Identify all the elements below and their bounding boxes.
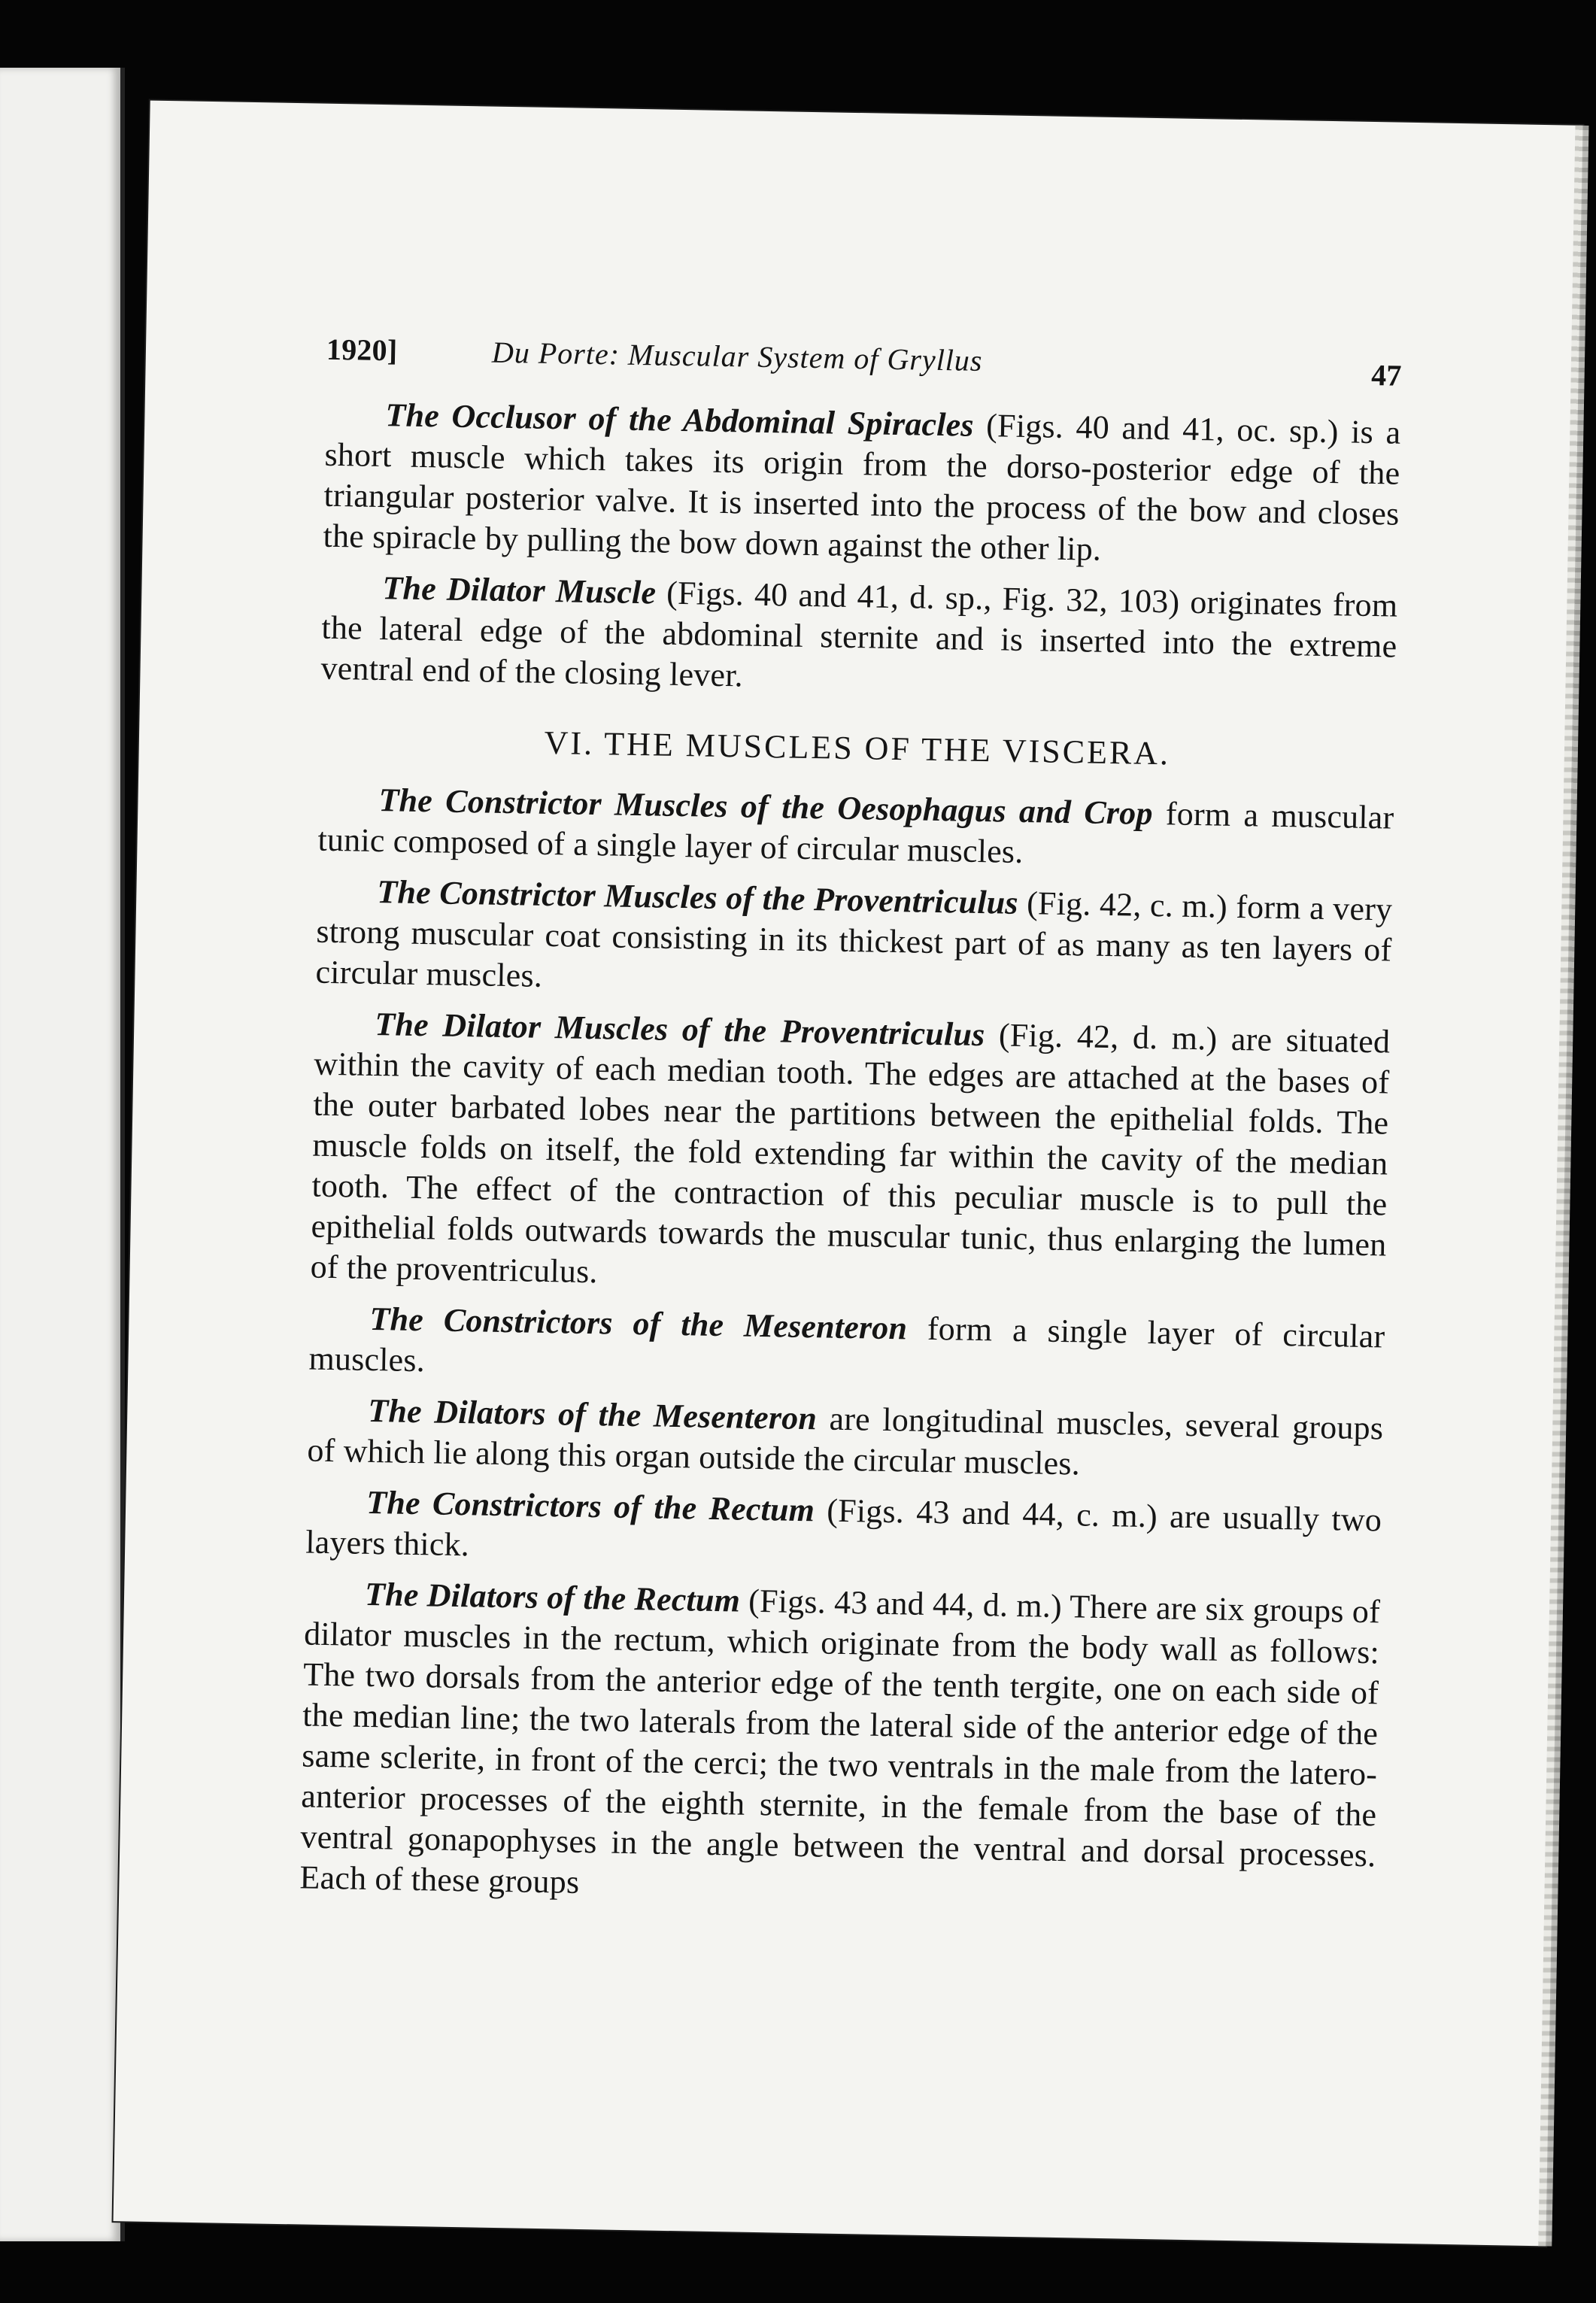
paragraph-lead: The Dilators of the Rectum — [364, 1575, 741, 1619]
paragraph-proventriculus-constrictor — [315, 871, 1393, 1012]
paragraph-body: (Fig. 42, c. m.) form a very strong muscular coat consisting in its thickest part of as many as ten layers of circular muscles. — [315, 884, 1393, 994]
paragraph-dilator — [320, 567, 1398, 708]
book-page — [114, 101, 1583, 2247]
paragraph-mesenteron-constrictor — [308, 1298, 1385, 1398]
paragraph-lead: The Constrictor Muscles of the Proventriculus — [377, 873, 1019, 921]
paragraph-lead: The Dilator Muscles of the Proventriculus — [374, 1005, 985, 1054]
paragraph-lead: The Constrictors of the Rectum — [366, 1483, 815, 1529]
paragraph-lead: The Dilator Muscle — [382, 569, 657, 611]
running-head-title: Du Porte: Muscular System of Gryllus — [491, 335, 983, 378]
section-heading: VI. THE MUSCLES OF THE VISCERA. — [544, 724, 1171, 772]
running-head — [326, 329, 1402, 401]
paragraph-body: (Figs. 40 and 41, d. sp., Fig. 32, 103) originates from the lateral edge of the abdominal sternite and is inserted into the extreme ventral end of the closing lever. — [320, 574, 1398, 694]
paragraph-lead: The Dilators of the Mesenteron — [367, 1391, 818, 1437]
running-head-year: 1920] — [326, 332, 398, 368]
paragraph-proventriculus-dilator — [310, 1003, 1390, 1306]
paragraph-rectum-dilator — [299, 1573, 1380, 1916]
paragraph-mesenteron-dilator — [307, 1390, 1384, 1490]
paragraph-rectum-constrictor — [305, 1482, 1382, 1582]
page-text-block — [299, 329, 1402, 1928]
left-page-edge — [0, 68, 125, 2241]
paragraph-lead: The Occlusor of the Abdominal Spiracles — [385, 396, 975, 444]
paragraph-body: are longitudinal muscles, several groups of which lie along this organ outside the circular muscles. — [307, 1400, 1384, 1482]
paragraph-body: form a single layer of circular muscles. — [308, 1309, 1385, 1379]
paragraph-body: (Figs. 43 and 44, d. m.) There are six groups of dilator muscles in the rectum, which originate from the body wall as follows: The two dorsals from the anterior edge of the tenth tergite, one on each side of the median line; the two laterals from the lateral side of the anterior edge of the same sclerite, in front of the cerci; the two ventrals in the male from the latero-anterior processes of the eighth sternite, in the female from the base of the ventral gonapophyses in the angle between the ventral and dorsal processes. Each of these groups — [299, 1582, 1381, 1901]
paragraph-body: (Figs. 43 and 44, c. m.) are usually two layers thick. — [305, 1491, 1382, 1564]
paragraph-occlusor — [323, 394, 1401, 575]
paragraph-oesophagus — [317, 779, 1394, 879]
paragraph-lead: The Constrictors of the Mesenteron — [369, 1300, 908, 1347]
page-number: 47 — [1370, 357, 1403, 393]
paragraph-lead: The Constrictor Muscles of the Oesophagus and Crop — [378, 781, 1154, 832]
paragraph-body: (Figs. 40 and 41, oc. sp.) is a short muscle which takes its origin from the dorso-posterior edge of the triangular posterior valve. It is inserted into the process of the bow and closes the spiracle by pulling the bow down against the other lip. — [323, 406, 1401, 568]
paragraph-body: form a muscular tunic composed of a single layer of circular muscles. — [317, 795, 1394, 870]
paragraph-body: (Fig. 42, d. m.) are situated within the cavity of each median tooth. The edges are attached at the bases of the outer barbated lobes near the partitions between the epithelial folds. The muscle folds on itself, the fold extending far within the cavity of the median tooth. The effect of the contraction of this peculiar muscle is to pull the epithelial folds outwards towards the muscular tunic, thus enlarging the lumen of the proventriculus. — [310, 1016, 1391, 1291]
page-edge-right — [1538, 126, 1588, 2247]
